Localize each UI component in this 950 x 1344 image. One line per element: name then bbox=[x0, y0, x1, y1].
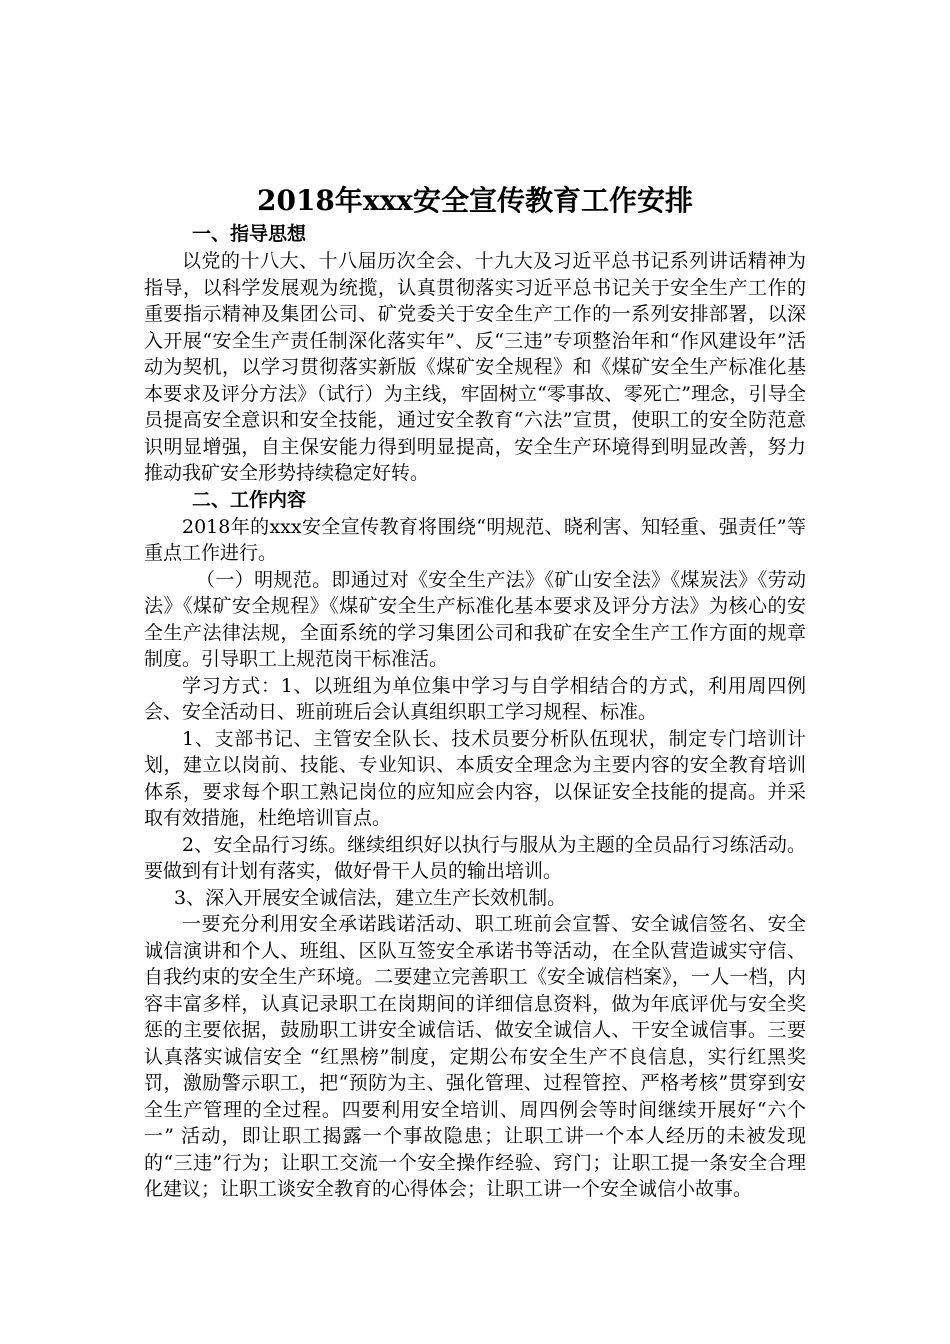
paragraph-integrity-measures: 一要充分利用安全承诺践诺活动、职工班前会宣誓、安全诚信签名、安全诚信演讲和个人、班组、区队互签安全承诺书等活动，在全队营造诚实守信、自我约束的安全生产环境。二要建立完善职工《安全诚信档案》，一人一档，内容丰富多样，认真记录职工在岗期间的详细信息资料，做为年底评优与安全奖惩的主要依据，鼓励职工讲安全诚信话、做安全诚信人、干安全诚信事。三要认真落实诚信安全 “红黑榜”制度，定期公布安全生产不良信息，实行红黑奖罚，激励警示职工，把“预防为主、强化管理、过程管控、严格考核”贯穿到安全生产管理的全过程。四要利用安全培训、周四例会等时间继续开展好“六个一” 活动，即让职工揭露一个事故隐患；让职工讲一个本人经历的未被发现的“三违”行为；让职工交流一个安全操作经验、窍门；让职工提一条安全合理化建议；让职工谈安全教育的心得体会；让职工讲一个安全诚信小故事。 bbox=[144, 913, 806, 1200]
paragraph-guiding-ideology: 以党的十八大、十八届历次全会、十九大及习近平总书记系列讲话精神为指导，以科学发展观为统揽，认真贯彻落实习近平总书记关于安全生产工作的重要指示精神及集团公司、矿党委关于安全生产工作的一系列安排部署，以深入开展“安全生产责任制深化落实年”、反“三违”专项整治年和“作风建设年”活动为契机，以学习贯彻落实新版《煤矿安全规程》和《煤矿安全生产标准化基本要求及评分方法》（试行）为主线，牢固树立“零事故、零死亡”理念，引导全员提高安全意识和安全技能，通过安全教育“六法”宣贯，使职工的安全防范意识明显增强，自主保安能力得到明显提高，安全生产环境得到明显改善，努力推动我矿安全形势持续稳定好转。 bbox=[144, 250, 806, 484]
section-heading-guiding-ideology: 一、指导思想 bbox=[192, 223, 307, 245]
paragraph-work-intro: 2018年的xxx安全宣传教育将围绕“明规范、晓利害、知轻重、强责任”等重点工作进行。 bbox=[144, 515, 806, 564]
paragraph-item-3-integrity: 3、深入开展安全诚信法，建立生产长效机制。 bbox=[174, 886, 567, 909]
paragraph-study-method: 学习方式：1、以班组为单位集中学习与自学相结合的方式，利用周四例会、安全活动日、班前班后会认真组织职工学习规程、标准。 bbox=[144, 674, 806, 723]
document-title: 2018年xxx安全宣传教育工作安排 bbox=[256, 184, 693, 217]
paragraph-clarify-norms: （一）明规范。即通过对《安全生产法》《矿山安全法》《煤炭法》《劳动法》《煤矿安全规程》《煤矿安全生产标准化基本要求及评分方法》为核心的安全生产法律法规，全面系统的学习集团公司和我矿在安全生产工作方面的规章制度。引导职工上规范岗干标准活。 bbox=[144, 568, 806, 670]
paragraph-item-2-conduct: 2、安全品行习练。继续组织好以执行与服从为主题的全员品行习练活动。要做到有计划有落实，做好骨干人员的输出培训。 bbox=[144, 833, 806, 882]
paragraph-item-1-training: 1、支部书记、主管安全队长、技术员要分析队伍现状，制定专门培训计划，建立以岗前、技能、专业知识、本质安全理念为主要内容的安全教育培训体系，要求每个职工熟记岗位的应知应会内容，以保证安全技能的提高。并采取有效措施，杜绝培训盲点。 bbox=[144, 727, 806, 829]
section-heading-work-content: 二、工作内容 bbox=[192, 488, 307, 511]
document-body bbox=[144, 181, 806, 1203]
